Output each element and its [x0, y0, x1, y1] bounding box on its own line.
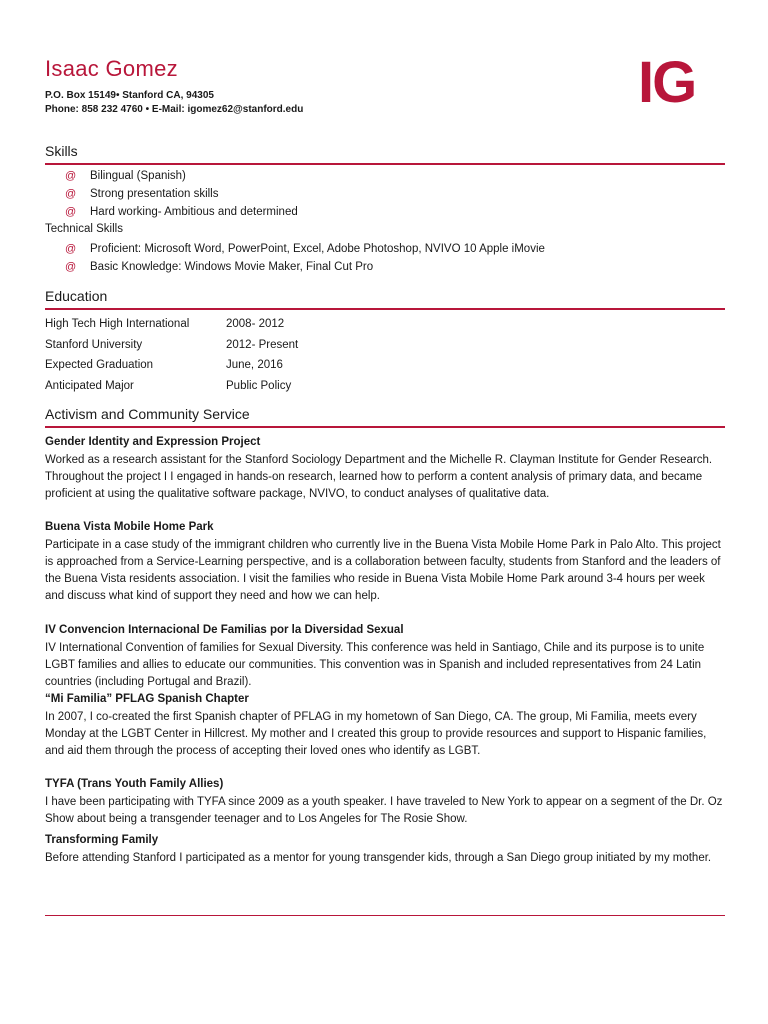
contact-phone-email: Phone: 858 232 4760 • E-Mail: igomez62@stanford.edu	[45, 104, 304, 115]
list-item	[65, 185, 298, 203]
technical-skills-label: Technical Skills	[45, 223, 123, 235]
technical-skills-list	[65, 240, 545, 276]
monogram-logo: IG	[638, 50, 696, 115]
activism-entry	[45, 691, 725, 760]
entry-description: I have been participating with TYFA since 2009 as a youth speaker. I have traveled to New York to appear on a segment of the Dr. Oz Show about being a transgender teenager and to Los Angeles for The Rosie Show.	[45, 796, 723, 825]
education-heading: Education	[45, 288, 108, 304]
skill-text: Hard working- Ambitious and determined	[90, 206, 298, 218]
entry-title: Gender Identity and Expression Project	[45, 436, 261, 448]
table-row	[45, 335, 298, 356]
entry-title: Transforming Family	[45, 834, 159, 846]
entry-description: Worked as a research assistant for the Stanford Sociology Department and the Michelle R. Clayman Institute for Gender Research. Throughout the project I I engaged in hands-on research, learned how to perform a content analysis of primary data, and became proficient at using the qualitative software package, NVIVO, to conduct analyses of qualitative data.	[45, 454, 713, 500]
entry-title: Buena Vista Mobile Home Park	[45, 521, 214, 533]
activism-entry	[45, 434, 725, 503]
activism-heading: Activism and Community Service	[45, 406, 250, 422]
skills-list	[65, 167, 298, 221]
activism-entry	[45, 622, 725, 691]
entry-description: Participate in a case study of the immigrant children who currently live in the Buena Vista Mobile Home Park in Palo Alto. This project is approached from a Service-Learning perspective, and is a collaboration between faculty, students from Stanford and the leaders of the Buena Vista residents association. I visit the families who reside in Buena Vista Mobile Home Park around 3-4 hours per week and discuss what kind of support they need and how we can help.	[45, 539, 721, 602]
education-value: Public Policy	[226, 379, 292, 392]
bullet-icon: @	[65, 206, 77, 218]
list-item	[65, 167, 298, 185]
entry-description: In 2007, I co-created the first Spanish chapter of PFLAG in my hometown of San Diego, CA. The group, Mi Familia, meets every Monday at the LGBT Center in Hillcrest. My mother and I created this group to provide resources and support to Hispanic families, and aid them through the process of accepting their loved ones who identify as LGBT.	[45, 711, 707, 757]
bullet-icon: @	[65, 170, 77, 182]
contact-address: P.O. Box 15149• Stanford CA, 94305	[45, 90, 214, 101]
education-value: 2008- 2012	[226, 318, 285, 330]
bullet-icon: @	[65, 261, 77, 273]
entry-title: TYFA (Trans Youth Family Allies)	[45, 778, 224, 790]
bullet-icon: @	[65, 243, 77, 255]
skill-text: Proficient: Microsoft Word, PowerPoint, Excel, Adobe Photoshop, NVIVO 10 Apple iMovie	[90, 243, 545, 255]
skills-heading: Skills	[45, 143, 78, 159]
list-item	[65, 258, 545, 276]
education-label: High Tech High International	[45, 318, 190, 330]
entry-description: Before attending Stanford I participated as a mentor for young transgender kids, through a San Diego group initiated by my mother.	[45, 852, 712, 864]
education-value: 2012- Present	[226, 338, 299, 351]
list-item	[65, 240, 545, 258]
education-label: Anticipated Major	[45, 379, 134, 392]
skill-text: Bilingual (Spanish)	[90, 170, 186, 182]
resume-name: Isaac Gomez	[45, 56, 178, 81]
education-value: June, 2016	[226, 359, 283, 371]
education-label: Stanford University	[45, 338, 143, 351]
entry-title: IV Convencion Internacional De Familias por la Diversidad Sexual	[45, 624, 404, 636]
activism-entry	[45, 519, 725, 605]
bullet-icon: @	[65, 188, 77, 200]
activism-entry	[45, 776, 725, 828]
list-item	[65, 203, 298, 221]
skill-text: Basic Knowledge: Windows Movie Maker, Final Cut Pro	[90, 261, 374, 273]
activism-divider	[45, 426, 725, 428]
education-label: Expected Graduation	[45, 359, 154, 371]
table-row	[45, 314, 298, 335]
education-divider	[45, 308, 725, 310]
entry-description: IV International Convention of families for Sexual Diversity. This conference was held in Santiago, Chile and its purpose is to unite LGBT families and allies to educate our communities. This convention was in Spanish and included representatives from 24 Latin countries (including Portugal and Brazil).	[45, 642, 705, 688]
activism-entry	[45, 832, 725, 867]
footer-divider	[45, 915, 725, 916]
entry-title: “Mi Familia” PFLAG Spanish Chapter	[45, 693, 249, 705]
table-row	[45, 355, 298, 376]
skill-text: Strong presentation skills	[90, 188, 219, 200]
skills-divider	[45, 163, 725, 165]
table-row	[45, 376, 298, 397]
education-table	[45, 314, 298, 396]
